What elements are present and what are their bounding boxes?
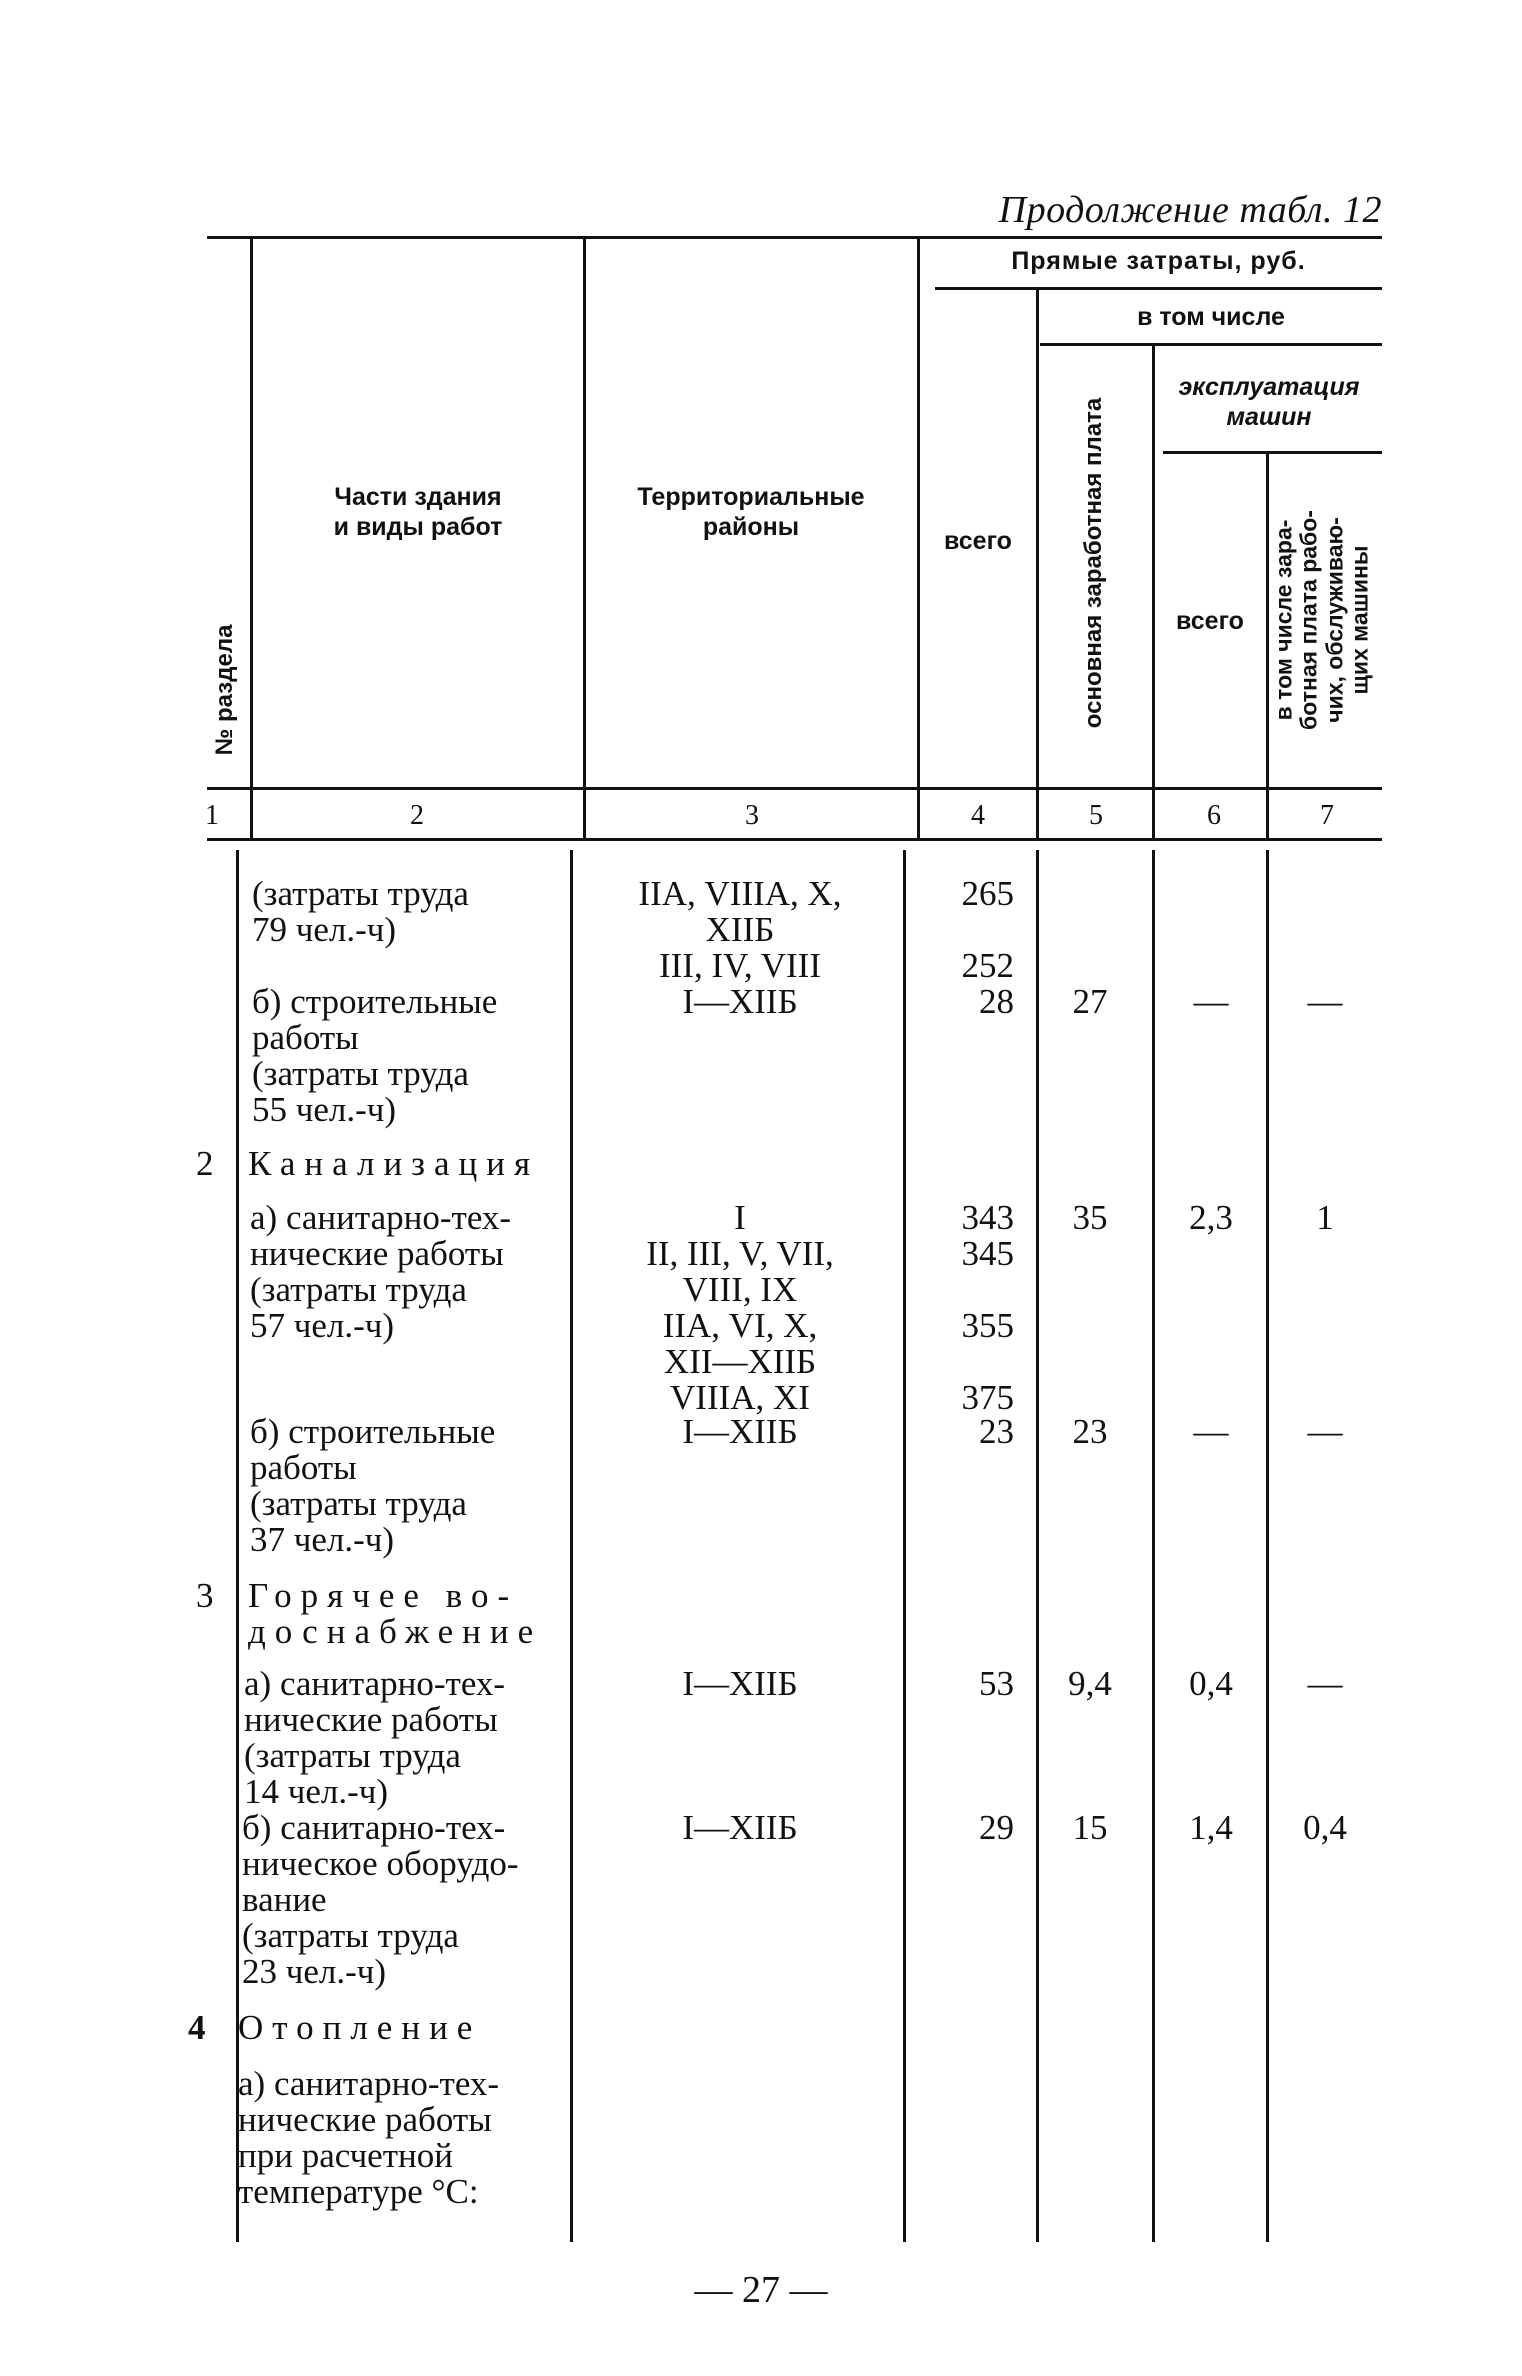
header-vline-5 xyxy=(1152,345,1155,838)
row3-work xyxy=(250,1414,495,1558)
section3-title-line2: доснабжение xyxy=(248,1612,543,1651)
row5-work-line5: 23 чел.-ч) xyxy=(242,1952,387,1991)
header-vline-1 xyxy=(250,238,253,838)
row2-work-line1: а) санитарно-тех- xyxy=(250,1198,512,1237)
row6-work-line1: а) санитарно-тех- xyxy=(238,2064,500,2103)
row0-total-2 xyxy=(910,912,1014,948)
row1-work xyxy=(252,984,497,1128)
colnum-5: 5 xyxy=(1089,800,1103,831)
row5-work-line3: вание xyxy=(242,1880,327,1919)
colnum-7: 7 xyxy=(1320,800,1334,831)
header-machines xyxy=(1156,372,1382,432)
row3-machines: — xyxy=(1193,1412,1229,1451)
row5-machines: 1,4 xyxy=(1189,1808,1233,1847)
body-vline-2 xyxy=(570,850,573,2242)
top-rule xyxy=(207,236,1382,239)
section2-title: Канализация xyxy=(248,1144,540,1183)
table-caption: Продолжение табл. 12 xyxy=(998,189,1382,231)
row4-machines: 0,4 xyxy=(1189,1664,1233,1703)
row1-work-line2: работы xyxy=(252,1018,359,1057)
row5-work xyxy=(242,1810,519,1990)
row6-work-line4: температуре °С: xyxy=(238,2172,479,2211)
row0-region-line2: XIIБ xyxy=(705,910,775,949)
row2-wage: 35 xyxy=(1072,1198,1108,1237)
row0-total-3: 252 xyxy=(961,946,1014,985)
row2-region-line3: VIII, IX xyxy=(682,1270,798,1309)
header-vline-2 xyxy=(583,238,586,838)
row2-total-3: 355 xyxy=(961,1306,1014,1345)
row3-work-line2: работы xyxy=(250,1448,357,1487)
row5-machine-wage: 0,4 xyxy=(1303,1808,1347,1847)
body-vline-4 xyxy=(1036,850,1039,2242)
header-including: в том числе xyxy=(1137,303,1285,331)
colnum-2: 2 xyxy=(410,800,424,831)
colnum-bottom-rule xyxy=(207,838,1382,841)
header-mow-line1: в том числе зара- xyxy=(1270,519,1297,721)
header-bottom-rule xyxy=(207,787,1382,790)
header-base-wage: основная заработная плата xyxy=(1080,397,1108,729)
row2-totals xyxy=(910,1200,1014,1416)
row3-work-line3: (затраты труда xyxy=(250,1484,467,1523)
row5-total: 29 xyxy=(979,1808,1014,1847)
colnum-6: 6 xyxy=(1207,800,1221,831)
header-vline-4 xyxy=(1036,289,1039,838)
row2-machine-wage: 1 xyxy=(1316,1198,1334,1237)
row4-wage: 9,4 xyxy=(1068,1664,1112,1703)
header-regions-line1: Территориальные xyxy=(637,483,865,511)
row2-total-4: 375 xyxy=(961,1378,1014,1417)
row2-total-gap2 xyxy=(910,1344,1014,1380)
colnum-4: 4 xyxy=(971,800,985,831)
row5-region: I—XIIБ xyxy=(682,1808,798,1847)
row5-work-line2: ническое оборудо- xyxy=(242,1844,519,1883)
section3-title-line1: Горячее во- xyxy=(248,1576,519,1615)
row4-region: I—XIIБ xyxy=(682,1664,798,1703)
header-mow-line2: ботная плата рабо- xyxy=(1295,510,1322,730)
section3-title xyxy=(248,1578,542,1650)
row4-machine-wage: — xyxy=(1307,1664,1343,1703)
row0-totals xyxy=(910,876,1014,984)
header-mow-line4: щих машины xyxy=(1346,545,1373,695)
row2-region-line2: II, III, V, VII, xyxy=(646,1234,834,1273)
row4-work-line4: 14 чел.-ч) xyxy=(244,1772,389,1811)
row3-work-line1: б) строительные xyxy=(250,1412,496,1451)
row1-work-line4: 55 чел.-ч) xyxy=(252,1090,397,1129)
row1-total: 28 xyxy=(979,982,1014,1021)
header-regions xyxy=(587,482,915,542)
row6-work-line2: нические работы xyxy=(238,2100,492,2139)
row3-region: I—XIIБ xyxy=(682,1412,798,1451)
row0-regions xyxy=(580,876,900,984)
row3-machine-wage: — xyxy=(1307,1412,1343,1451)
body-vline-3 xyxy=(903,850,906,2242)
row0-region-line3: III, IV, VIII xyxy=(659,946,821,985)
body-vline-5 xyxy=(1152,850,1155,2242)
header-mow-line3: чих, обслуживаю- xyxy=(1321,517,1347,723)
row4-work-line1: а) санитарно-тех- xyxy=(244,1664,506,1703)
row3-work-line4: 37 чел.-ч) xyxy=(250,1520,395,1559)
row2-region-line4: IIА, VI, X, xyxy=(662,1306,818,1345)
row2-work-line4: 57 чел.-ч) xyxy=(250,1306,395,1345)
row2-work-line2: нические работы xyxy=(250,1234,504,1273)
section2-number: 2 xyxy=(196,1144,214,1183)
row0-work-line1: (затраты труда xyxy=(252,874,469,913)
header-direct-costs: Прямые затраты, руб. xyxy=(1011,247,1306,275)
row2-work xyxy=(250,1200,511,1344)
row5-work-line4: (затраты труда xyxy=(242,1916,459,1955)
row4-work-line2: нические работы xyxy=(244,1700,498,1739)
colnum-1: 1 xyxy=(205,800,219,831)
row0-region-line1: IIА, VIIIА, X, xyxy=(638,874,842,913)
header-total: всего xyxy=(944,527,1012,555)
header-vline-6 xyxy=(1266,453,1269,838)
header-work-types-line1: Части здания xyxy=(334,483,502,511)
row5-work-line1: б) санитарно-тех- xyxy=(242,1808,506,1847)
row3-wage: 23 xyxy=(1072,1412,1108,1451)
row2-total-1: 343 xyxy=(961,1198,1014,1237)
row2-region-line5: XII—XIIБ xyxy=(663,1342,817,1381)
header-work-types-line2: и виды работ xyxy=(333,513,503,541)
row6-work-line3: при расчетной xyxy=(238,2136,453,2175)
section3-number: 3 xyxy=(196,1576,214,1615)
row3-total: 23 xyxy=(979,1412,1014,1451)
colnum-3: 3 xyxy=(745,800,759,831)
row0-work-line2: 79 чел.-ч) xyxy=(252,910,397,949)
row1-machine-wage: — xyxy=(1307,982,1343,1021)
row2-region-line6: VIIIА, XI xyxy=(670,1378,810,1417)
row1-work-line3: (затраты труда xyxy=(252,1054,469,1093)
header-machines-line1: эксплуатация xyxy=(1178,373,1360,401)
row2-total-gap1 xyxy=(910,1272,1014,1308)
row4-total: 53 xyxy=(979,1664,1014,1703)
row2-region-line1: I xyxy=(734,1198,746,1237)
row4-work xyxy=(244,1666,505,1810)
page-number: — 27 — xyxy=(694,2269,828,2311)
header-machine-operator-wage xyxy=(1271,510,1372,730)
machines-rule xyxy=(1163,451,1382,454)
row0-work xyxy=(252,876,469,948)
direct-costs-rule xyxy=(935,287,1382,290)
header-regions-line2: районы xyxy=(702,513,800,541)
row2-work-line3: (затраты труда xyxy=(250,1270,467,1309)
row1-region: I—XIIБ xyxy=(682,982,798,1021)
row1-machines: — xyxy=(1193,982,1229,1021)
row4-work-line3: (затраты труда xyxy=(244,1736,461,1775)
body-vline-6 xyxy=(1266,850,1269,2242)
row6-work xyxy=(238,2066,499,2210)
row1-wage: 27 xyxy=(1072,982,1108,1021)
including-rule xyxy=(1040,343,1382,346)
row0-total-1: 265 xyxy=(961,874,1014,913)
section4-number: 4 xyxy=(188,2008,206,2047)
row2-total-2: 345 xyxy=(961,1234,1014,1273)
row2-regions xyxy=(580,1200,900,1416)
header-work-types xyxy=(254,482,582,542)
row1-work-line1: б) строительные xyxy=(252,982,498,1021)
header-section-number: № раздела xyxy=(211,624,239,756)
section4-title: Отопление xyxy=(238,2008,482,2047)
row2-machines: 2,3 xyxy=(1189,1198,1233,1237)
header-machines-line2: машин xyxy=(1226,403,1312,431)
header-machines-total: всего xyxy=(1176,607,1244,635)
row5-wage: 15 xyxy=(1072,1808,1108,1847)
